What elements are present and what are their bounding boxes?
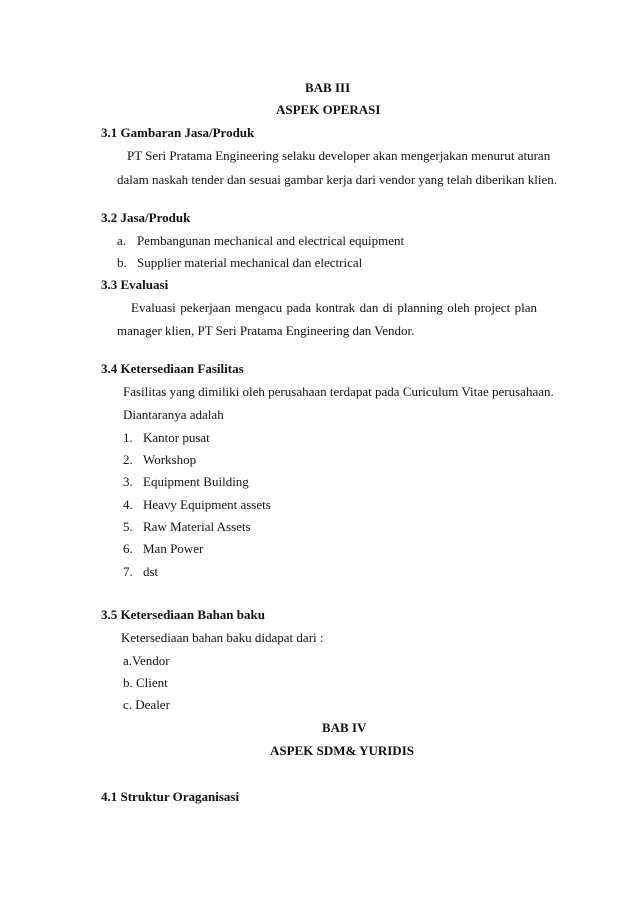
list-item: c. Dealer	[123, 697, 170, 712]
section-heading-3-4: 3.4 Ketersediaan Fasilitas	[101, 361, 244, 376]
paragraph-line: dalam naskah tender dan sesuai gambar kerja dari vendor yang telah diberikan klien.	[117, 172, 558, 187]
list-item: 2. Workshop	[123, 452, 197, 467]
list-item: b. Client	[123, 675, 168, 690]
list-item: a.Vendor	[123, 653, 170, 668]
section-heading-3-2: 3.2 Jasa/Produk	[101, 210, 191, 225]
section-heading-3-1: 3.1 Gambaran Jasa/Produk	[101, 125, 255, 140]
chapter-title: ASPEK OPERASI	[276, 102, 381, 117]
section-heading-3-5: 3.5 Ketersediaan Bahan baku	[101, 607, 265, 622]
chapter-label: BAB IV	[322, 720, 367, 735]
paragraph-line: Evaluasi pekerjaan mengacu pada kontrak dan di planning oleh project plan	[131, 300, 537, 315]
chapter-label: BAB III	[305, 80, 351, 95]
paragraph-line: Fasilitas yang dimiliki oleh perusahaan terdapat pada Curiculum Vitae perusahaan.	[123, 384, 554, 399]
list-item: 7. dst	[123, 564, 159, 579]
list-item: 5. Raw Material Assets	[123, 519, 251, 534]
list-item: a. Pembangunan mechanical and electrical equipment	[117, 233, 405, 248]
paragraph-line: manager klien, PT Seri Pratama Engineering dan Vendor.	[117, 323, 415, 338]
list-item: b. Supplier material mechanical dan electrical	[117, 255, 363, 270]
paragraph-line: Ketersediaan bahan baku didapat dari :	[121, 630, 324, 645]
chapter-title: ASPEK SDM& YURIDIS	[270, 743, 414, 758]
list-item: 4. Heavy Equipment assets	[123, 497, 271, 512]
section-heading-4-1: 4.1 Struktur Oraganisasi	[101, 789, 240, 804]
list-item: 1. Kantor pusat	[123, 430, 210, 445]
section-heading-3-3: 3.3 Evaluasi	[101, 277, 169, 292]
paragraph-line: PT Seri Pratama Engineering selaku developer akan mengerjakan menurut aturan	[127, 148, 551, 163]
paragraph-line: Diantaranya adalah	[123, 407, 224, 422]
list-item: 3. Equipment Building	[123, 474, 249, 489]
list-item: 6. Man Power	[123, 541, 204, 556]
